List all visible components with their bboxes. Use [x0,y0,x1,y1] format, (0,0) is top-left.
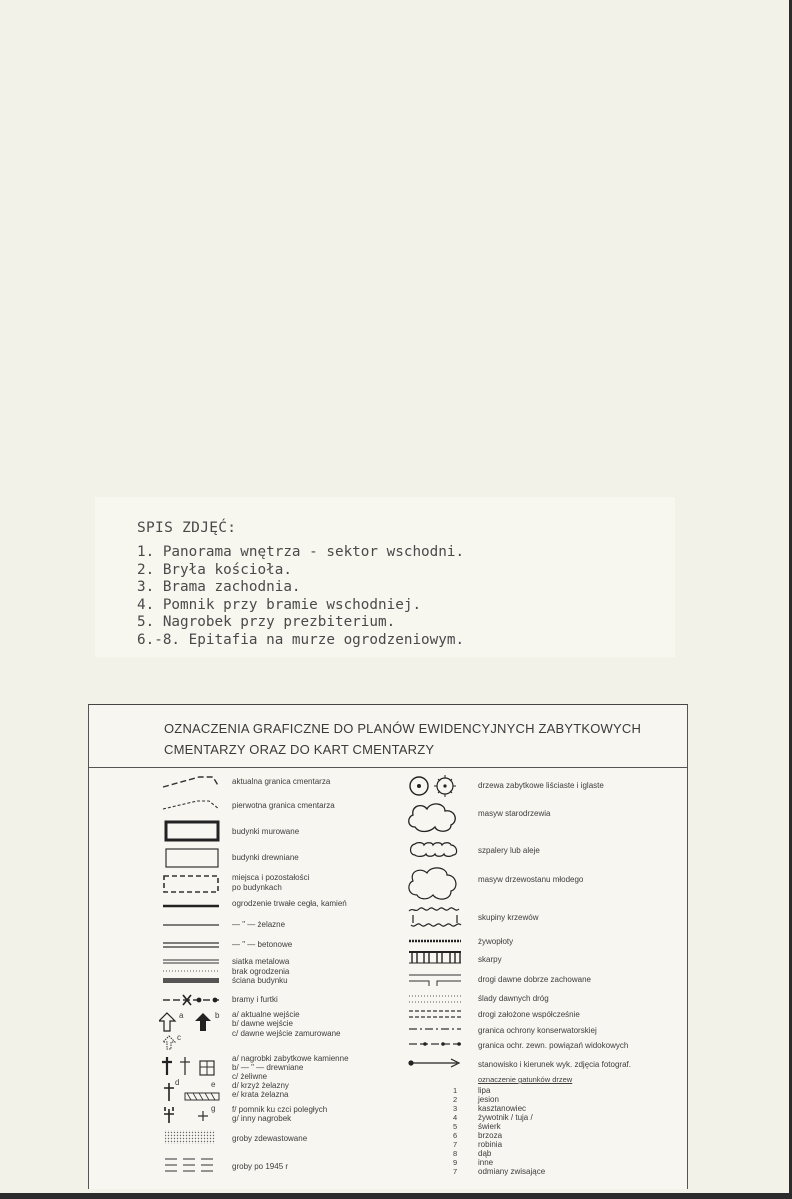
masonry-building-icon [164,820,220,842]
legend-right-label: granica ochrony konserwatorskiej [478,1026,597,1035]
gravestone-crosses-icon [161,1055,221,1077]
tree-species-number: 3 [453,1104,458,1113]
legend-left-label: a/ nagrobki zabytkowe kamienne [232,1054,349,1063]
legend-left-label: d/ krzyż żelazny [232,1081,289,1090]
escarpment-icon [407,949,463,965]
legend-left-label: e/ krata żelazna [232,1090,289,1099]
old-stand-icon [405,799,461,835]
tree-species-name: kasztanowiec [478,1104,527,1113]
legend-left-label: — " — betonowe [232,940,293,949]
young-stand-icon [405,863,461,903]
legend-title-line1: OZNACZENIA GRAFICZNE DO PLANÓW EWIDENCYJNYCH ZABYTKOWYCH [164,721,642,736]
photo-list-items [137,544,464,650]
graves-after-1945-icon [161,1155,221,1175]
permanent-fence-icon [161,902,221,910]
old-road-icon [407,971,463,987]
iron-fence-icon [161,921,221,929]
symbol-letter: d [175,1078,180,1087]
legend-right-label: masyw drzewostanu młodego [478,875,584,884]
legend-left-label: miejsca i pozostałości [232,873,310,882]
devastated-graves-icon [161,1128,221,1146]
hedge-icon [407,935,463,945]
tree-species-name: dąb [478,1149,492,1158]
tree-species-number: 7 [453,1140,458,1149]
legend-sheet [88,704,688,1189]
tree-species-number: 7 [453,1167,458,1176]
tree-species-name: świerk [478,1122,501,1131]
entrance-arrows-icon [159,1011,221,1033]
symbol-letter: e [211,1080,216,1089]
original-boundary-icon [161,797,221,813]
legend-left-label: b/ — " — drewniane [232,1063,304,1072]
tree-species-name: odmiany zwisające [478,1167,546,1176]
list-item: 1. Panorama wnętrza - sektor wschodni. [137,544,465,560]
legend-right-label: drogi dawne dobrze zachowane [478,975,591,984]
legend-left-label: g/ inny nagrobek [232,1114,292,1123]
symbol-letter: a [179,1011,184,1020]
tree-species-number: 8 [453,1149,458,1158]
photo-list-title: SPIS ZDJĘĆ: [137,520,237,536]
legend-left-label: ogrodzenie trwałe cegła, kamień [232,899,347,908]
tree-species-name: żywotnik / tuja / [478,1113,533,1122]
list-item: 2. Bryła kościoła. [137,561,292,578]
legend-right-label: granica ochr. zewn. powiązań widokowych [478,1041,629,1050]
legend-right-label: skupiny krzewów [478,913,539,922]
alley-icon [407,840,463,858]
tree-species-number: 4 [453,1113,458,1122]
tree-species-number: 6 [453,1131,458,1140]
legend-left-label: aktualna granica cmentarza [232,777,331,786]
tree-species-heading: oznaczenie gatunków drzew [478,1075,573,1084]
legend-right-label: ślady dawnych dróg [478,994,549,1003]
legend-left-label: c/ dawne wejście zamurowane [232,1029,341,1038]
list-item: 4. Pomnik przy bramie wschodniej. [137,596,422,613]
legend-header [89,705,687,768]
list-item: 3. Brama zachodnia. [137,579,301,596]
legend-left-label: brak ogrodzenia [232,967,290,976]
legend-right-label: masyw starodrzewia [478,809,551,818]
tree-species-number: 9 [453,1158,458,1167]
legend-left-label: c/ żeliwne [232,1072,268,1081]
tree-species-name: jesion [478,1095,499,1104]
legend-right-label: szpalery lub aleje [478,846,540,855]
road-traces-icon [407,993,463,1005]
legend-right-label: stanowisko i kierunek wyk. zdjęcia fotograf. [478,1060,631,1069]
legend-left-label: po budynkach [232,883,282,892]
photo-station-icon [407,1057,463,1069]
legend-right-label: skarpy [478,955,502,964]
concrete-fence-icon [161,940,221,950]
photo-list-card [95,497,675,657]
legend-left-label: — " — żelazne [232,920,286,929]
tree-species-name: inne [478,1158,494,1167]
tree-species-name: brzoza [478,1131,503,1140]
legend-left-label: f/ pomnik ku czci poległych [232,1105,328,1114]
legend-left-label: pierwotna granica cmentarza [232,801,335,810]
shrub-group-icon [407,905,463,929]
legend-left-label: groby po 1945 r [232,1162,289,1171]
legend-left-label: siatka metalowa [232,957,290,966]
tree-species-name: robinia [478,1140,503,1149]
tree-species-name: lipa [478,1086,491,1095]
legend-left-label: bramy i furtki [232,995,278,1004]
legend-right-label: drogi założone współcześnie [478,1010,580,1019]
legend-right-label: żywopłoty [478,937,514,946]
symbol-letter: b [215,1011,220,1020]
symbol-letter: g [211,1104,216,1113]
tree-species-number: 5 [453,1122,458,1131]
legend-title-line2: CMENTARZY ORAZ DO KART CMENTARZY [164,742,435,757]
tree-species-number: 2 [453,1095,458,1104]
legend-left-label: ściana budynku [232,976,288,985]
current-boundary-icon [161,773,221,791]
page-edge-bottom [0,1193,792,1199]
modern-road-icon [407,1008,463,1020]
list-item: 5. Nagrobek przy prezbiterium. [137,614,396,631]
symbol-letter: c [177,1033,181,1042]
gate-icon [161,993,221,1007]
legend-left-label: a/ aktualne wejście [232,1010,300,1019]
tree-species-number: 1 [453,1086,458,1095]
building-remains-icon [161,873,221,895]
legend-left-label: budynki murowane [232,827,300,836]
heritage-trees-icon [407,774,461,798]
wooden-building-icon [164,847,220,869]
legend-left-label: groby zdewastowane [232,1134,308,1143]
legend-left-label: budynki drewniane [232,853,299,862]
mesh-fence-icon [161,957,221,987]
legend-left-label: b/ dawne wejście [232,1019,293,1028]
conservation-boundary-icon [407,1024,463,1034]
view-protection-boundary-icon [407,1039,463,1049]
legend-right-label: drzewa zabytkowe liściaste i iglaste [478,781,604,790]
list-item: 6.-8. Epitafia na murze ogrodzeniowym. [137,631,465,648]
